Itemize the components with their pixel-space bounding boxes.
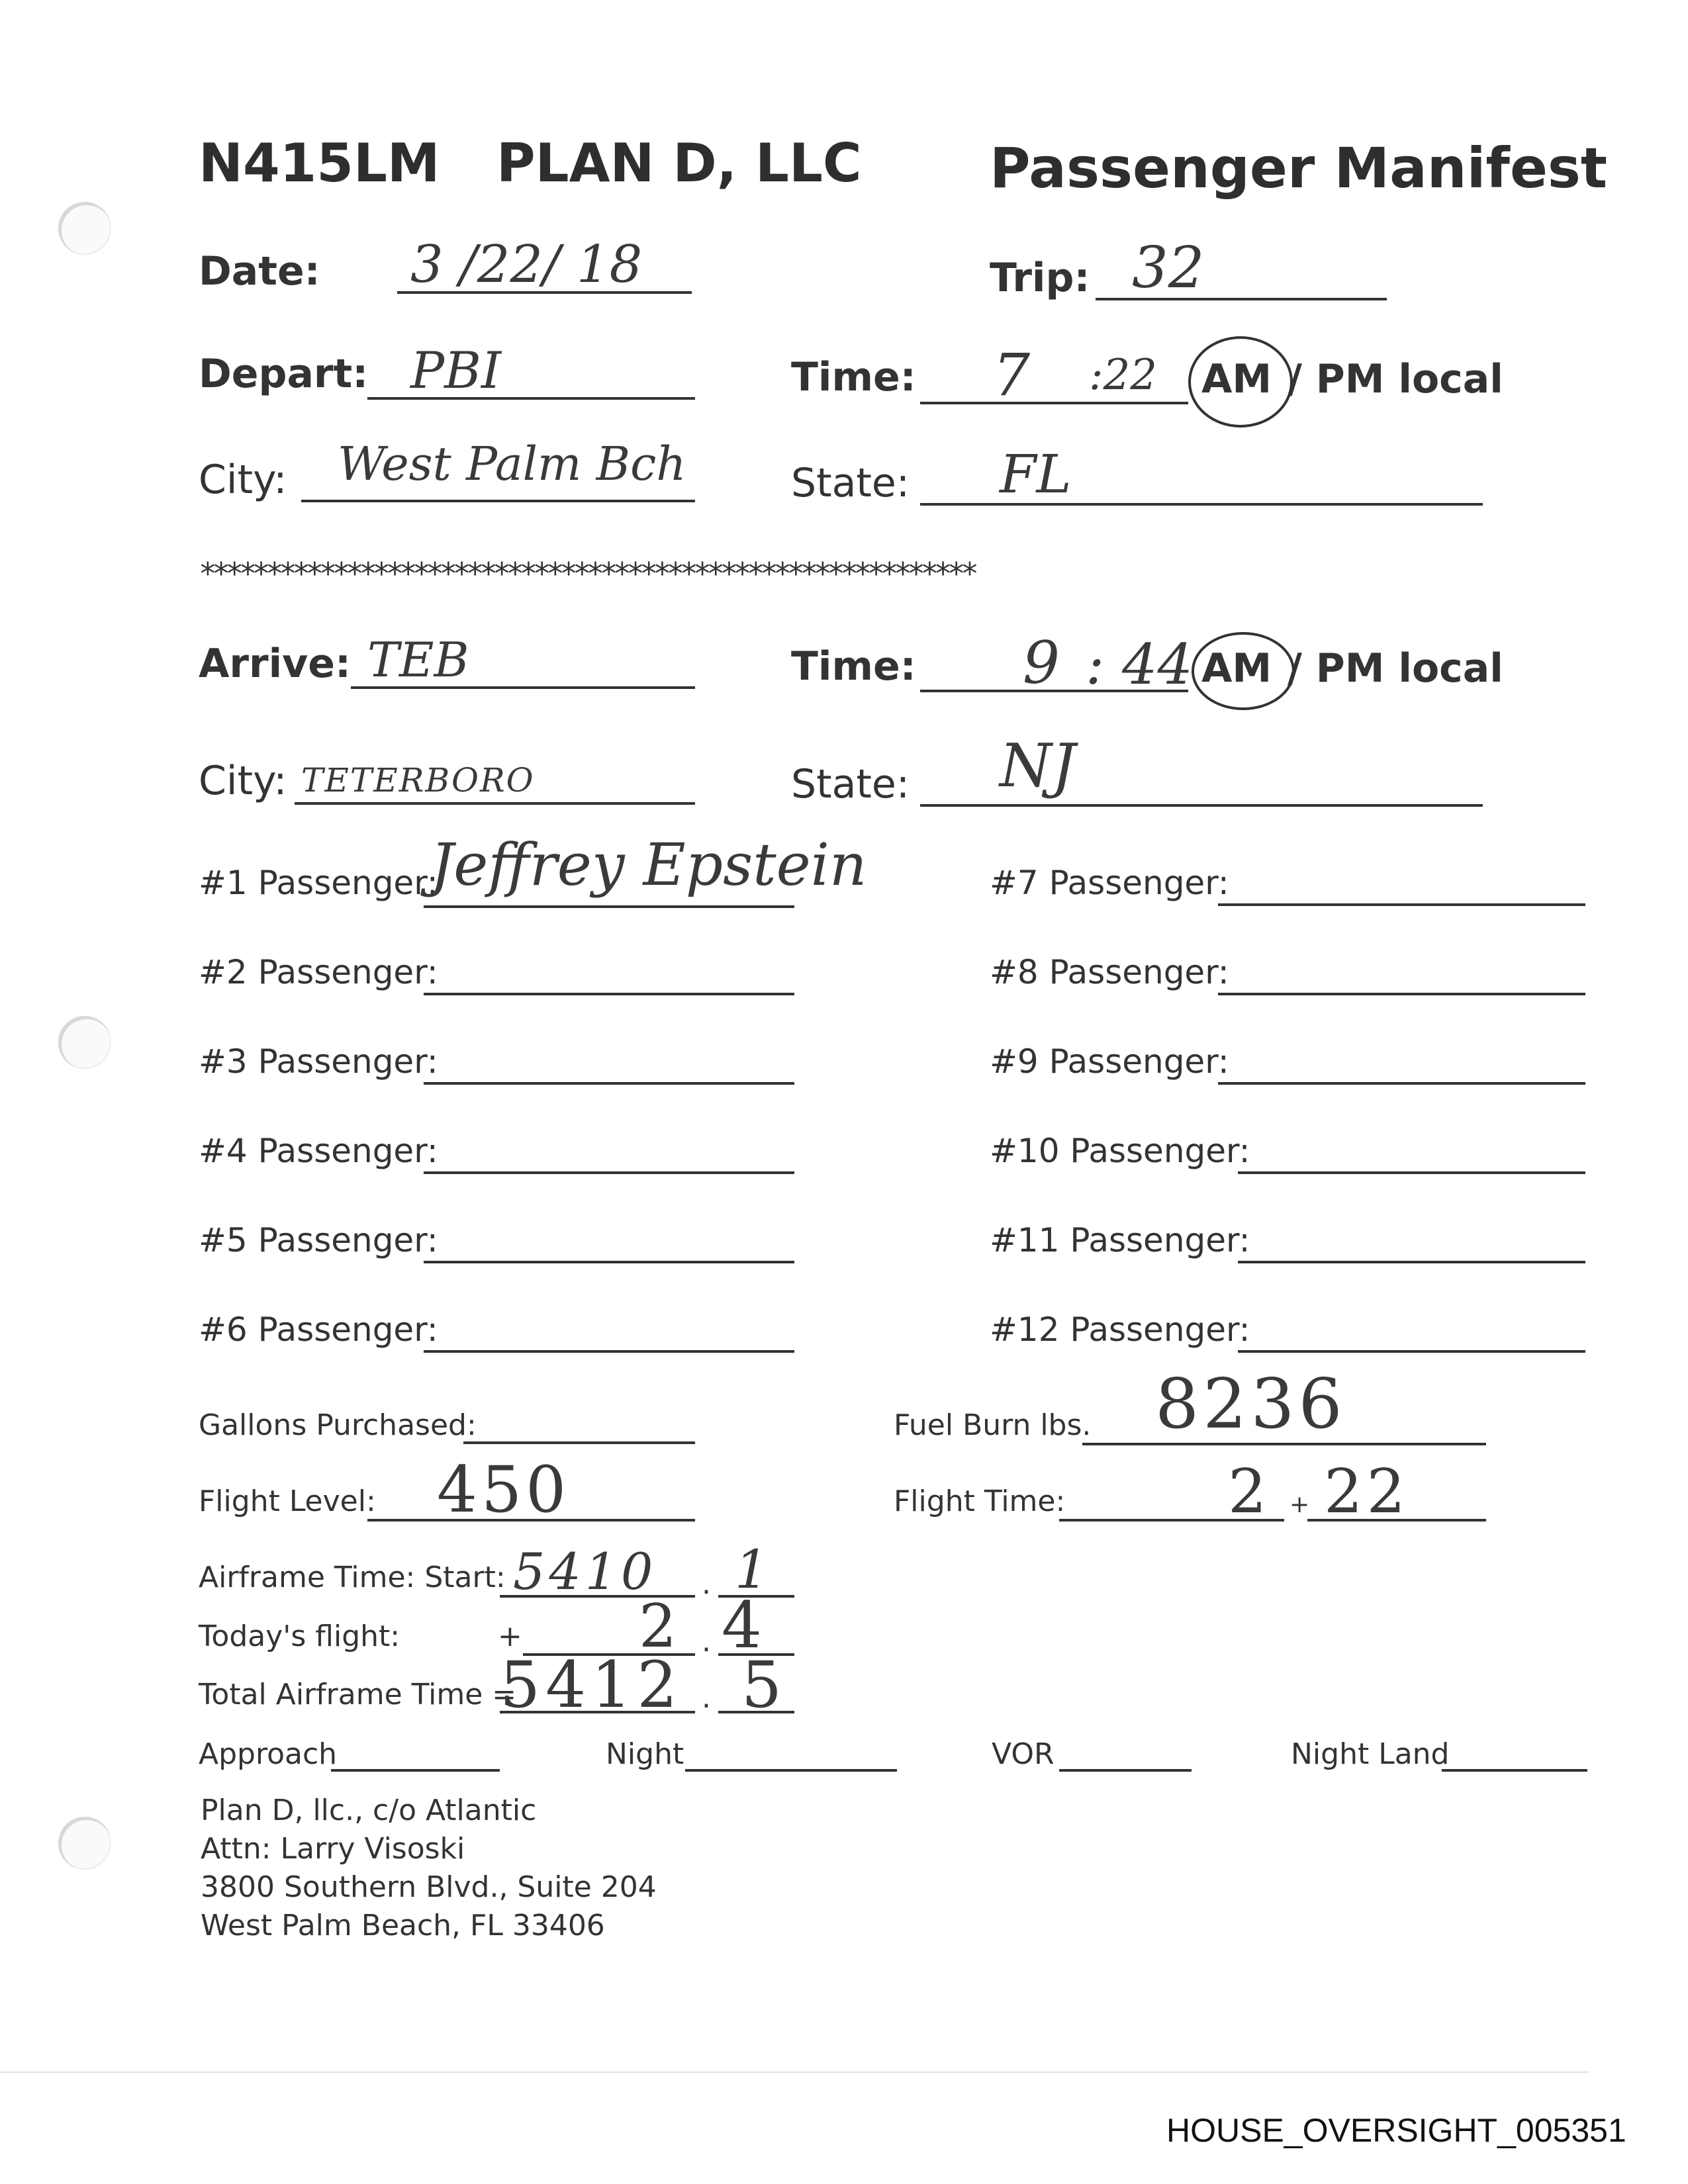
address-line-1: Plan D, llc., c/o Atlantic	[201, 1794, 537, 1827]
binder-hole-middle	[58, 1016, 111, 1069]
airframe-start-dot: .	[702, 1567, 711, 1601]
passenger-8-label: #8 Passenger:	[990, 953, 1229, 991]
depart-city-value[interactable]: West Palm Bch	[338, 437, 686, 491]
passenger-9-label: #9 Passenger:	[990, 1042, 1229, 1081]
scan-edge-line	[0, 2071, 1589, 2073]
todays-flight-label: Today's flight:	[199, 1619, 400, 1653]
fuel-burn-label: Fuel Burn lbs.	[894, 1408, 1092, 1442]
date-value[interactable]: 3 /22/ 18	[410, 235, 643, 295]
approach-label: Approach	[199, 1737, 338, 1771]
passenger-1-value[interactable]: Jeffrey Epstein	[430, 831, 867, 899]
page-title: Passenger Manifest	[990, 136, 1608, 201]
arrive-city-label: City:	[199, 758, 287, 804]
passenger-2-line	[424, 993, 794, 995]
night-label: Night	[606, 1737, 684, 1771]
fuel-burn-value[interactable]: 8236	[1155, 1363, 1346, 1444]
todays-flight-dot: .	[702, 1625, 711, 1659]
vor-label: VOR	[992, 1737, 1055, 1771]
airframe-start-whole[interactable]: 5410	[513, 1542, 657, 1601]
depart-state-value[interactable]: FL	[1000, 443, 1072, 505]
arrive-city-value[interactable]: TETERBORO	[301, 761, 535, 799]
gallons-purchased-line	[463, 1441, 695, 1444]
arrive-minute[interactable]: : 44	[1086, 632, 1193, 697]
passenger-11-line	[1238, 1261, 1585, 1263]
binder-hole-top	[58, 202, 111, 255]
passenger-10-label: #10 Passenger:	[990, 1132, 1250, 1170]
arrive-value[interactable]: TEB	[367, 632, 469, 688]
trip-value[interactable]: 32	[1132, 235, 1205, 301]
passenger-12-line	[1238, 1350, 1585, 1353]
total-airframe-dot: .	[702, 1681, 711, 1715]
passenger-6-label: #6 Passenger:	[199, 1310, 438, 1349]
depart-time-line	[920, 402, 1188, 404]
arrive-city-line	[295, 802, 695, 805]
passenger-11-label: #11 Passenger:	[990, 1221, 1250, 1259]
night-line	[685, 1769, 897, 1772]
flight-level-label: Flight Level:	[199, 1484, 376, 1518]
depart-label: Depart:	[199, 351, 369, 397]
passenger-4-line	[424, 1171, 794, 1174]
gallons-purchased-label: Gallons Purchased:	[199, 1408, 477, 1442]
arrive-hour[interactable]: 9	[1023, 629, 1060, 697]
binder-hole-bottom	[58, 1817, 111, 1870]
passenger-1-label: #1 Passenger:	[199, 864, 438, 902]
depart-minute[interactable]: :22	[1089, 351, 1157, 400]
approach-line	[331, 1769, 500, 1772]
flight-time-minutes[interactable]: 22	[1324, 1456, 1410, 1527]
passenger-6-line	[424, 1350, 794, 1353]
depart-city-label: City:	[199, 457, 287, 503]
passenger-3-line	[424, 1082, 794, 1085]
vor-line	[1059, 1769, 1192, 1772]
passenger-1-line	[424, 905, 794, 908]
night-land-label: Night Land	[1291, 1737, 1450, 1771]
airframe-start-tenth[interactable]: 1	[735, 1539, 769, 1600]
total-airframe-label: Total Airframe Time =	[199, 1678, 517, 1711]
passenger-4-label: #4 Passenger:	[199, 1132, 438, 1170]
date-label: Date:	[199, 248, 320, 295]
todays-flight-plus: +	[498, 1619, 522, 1653]
depart-city-line	[301, 500, 695, 502]
bates-number: HOUSE_OVERSIGHT_005351	[1166, 2112, 1626, 2149]
passenger-10-line	[1238, 1171, 1585, 1174]
passenger-12-label: #12 Passenger:	[990, 1310, 1250, 1349]
flight-time-plus: +	[1289, 1491, 1310, 1518]
arrive-label: Arrive:	[199, 641, 351, 687]
address-line-4: West Palm Beach, FL 33406	[201, 1909, 605, 1942]
flight-time-label: Flight Time:	[894, 1484, 1066, 1518]
depart-am[interactable]: AM	[1201, 356, 1272, 402]
airframe-start-label: Airframe Time: Start:	[199, 1561, 506, 1594]
depart-value[interactable]: PBI	[410, 341, 502, 400]
depart-pm-local: / PM local	[1288, 356, 1503, 402]
flight-level-value[interactable]: 450	[437, 1453, 571, 1527]
arrive-state-label: State:	[791, 761, 910, 807]
total-airframe-tenth[interactable]: 5	[741, 1648, 782, 1722]
address-line-2: Attn: Larry Visoski	[201, 1832, 465, 1866]
passenger-8-line	[1218, 993, 1585, 995]
separator-asterisks: **********************************************************	[199, 556, 974, 592]
total-airframe-whole[interactable]: 5412	[500, 1648, 683, 1722]
arrive-time-label: Time:	[791, 643, 916, 690]
arrive-state-value[interactable]: NJ	[1000, 731, 1076, 801]
depart-time-label: Time:	[791, 354, 916, 400]
depart-state-label: State:	[791, 460, 910, 506]
passenger-7-line	[1218, 903, 1585, 906]
flight-time-hours[interactable]: 2	[1228, 1456, 1267, 1527]
address-line-3: 3800 Southern Blvd., Suite 204	[201, 1870, 657, 1904]
passenger-5-label: #5 Passenger:	[199, 1221, 438, 1259]
todays-flight-tenth[interactable]: 4	[722, 1588, 763, 1662]
passenger-2-label: #2 Passenger:	[199, 953, 438, 991]
passenger-7-label: #7 Passenger:	[990, 864, 1229, 902]
passenger-5-line	[424, 1261, 794, 1263]
tail-number: N415LM	[199, 132, 440, 194]
todays-flight-whole[interactable]: 2	[639, 1592, 677, 1661]
passenger-9-line	[1218, 1082, 1585, 1085]
night-land-line	[1442, 1769, 1587, 1772]
trip-label: Trip:	[990, 255, 1090, 301]
arrive-am[interactable]: AM	[1201, 645, 1272, 692]
arrive-state-line	[920, 804, 1483, 807]
arrive-pm-local: / PM local	[1288, 645, 1503, 692]
passenger-3-label: #3 Passenger:	[199, 1042, 438, 1081]
company-name: PLAN D, LLC	[496, 132, 862, 194]
depart-hour[interactable]: 7	[993, 341, 1030, 409]
